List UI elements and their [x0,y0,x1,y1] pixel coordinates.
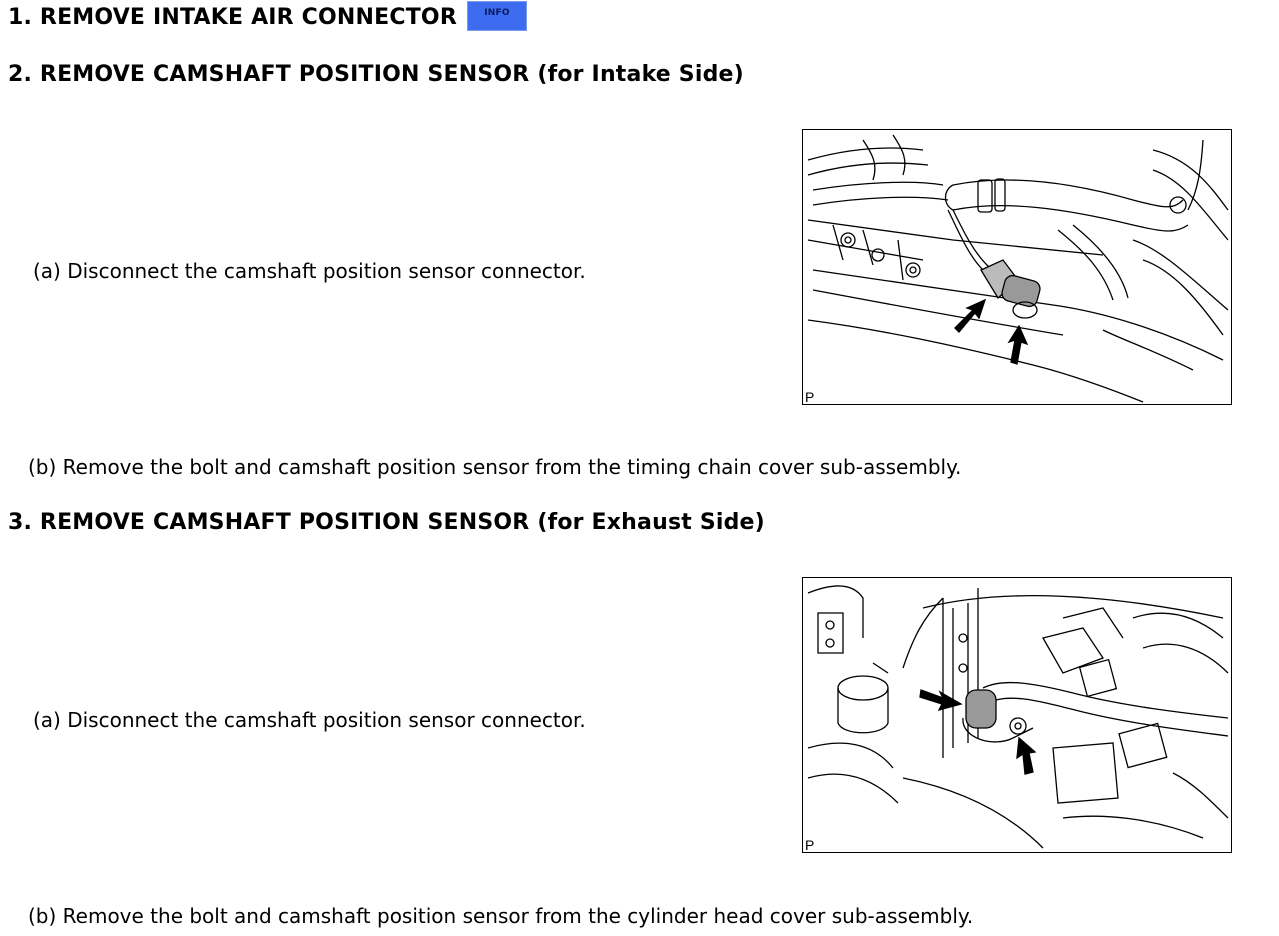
exhaust-sensor-illustration [802,577,1232,853]
intake-engine-drawing [803,130,1232,405]
section-2-title: 2. REMOVE CAMSHAFT POSITION SENSOR [8,62,530,87]
figure-tag: P [805,389,815,405]
section-1-heading [8,5,527,31]
section-1-title: 1. REMOVE INTAKE AIR CONNECTOR [8,5,457,30]
section-3-title-suffix: (for Exhaust Side) [537,510,765,535]
exhaust-engine-drawing [803,578,1232,853]
section-3-title: 3. REMOVE CAMSHAFT POSITION SENSOR [8,510,530,535]
section-3-step-b: (b) Remove the bolt and camshaft position sensor from the cylinder head cover sub-assembly. [28,904,974,928]
section-3-heading [8,510,765,535]
section-3-step-a: (a) Disconnect the camshaft position sensor connector. [33,708,586,732]
section-2-step-a: (a) Disconnect the camshaft position sensor connector. [33,259,586,283]
section-2-heading [8,62,744,87]
section-2-title-suffix: (for Intake Side) [537,62,744,87]
info-button[interactable]: INFO [467,1,527,31]
intake-sensor-illustration [802,129,1232,405]
section-2-step-b: (b) Remove the bolt and camshaft position sensor from the timing chain cover sub-assembly. [28,455,962,479]
figure-tag: P [805,837,815,853]
